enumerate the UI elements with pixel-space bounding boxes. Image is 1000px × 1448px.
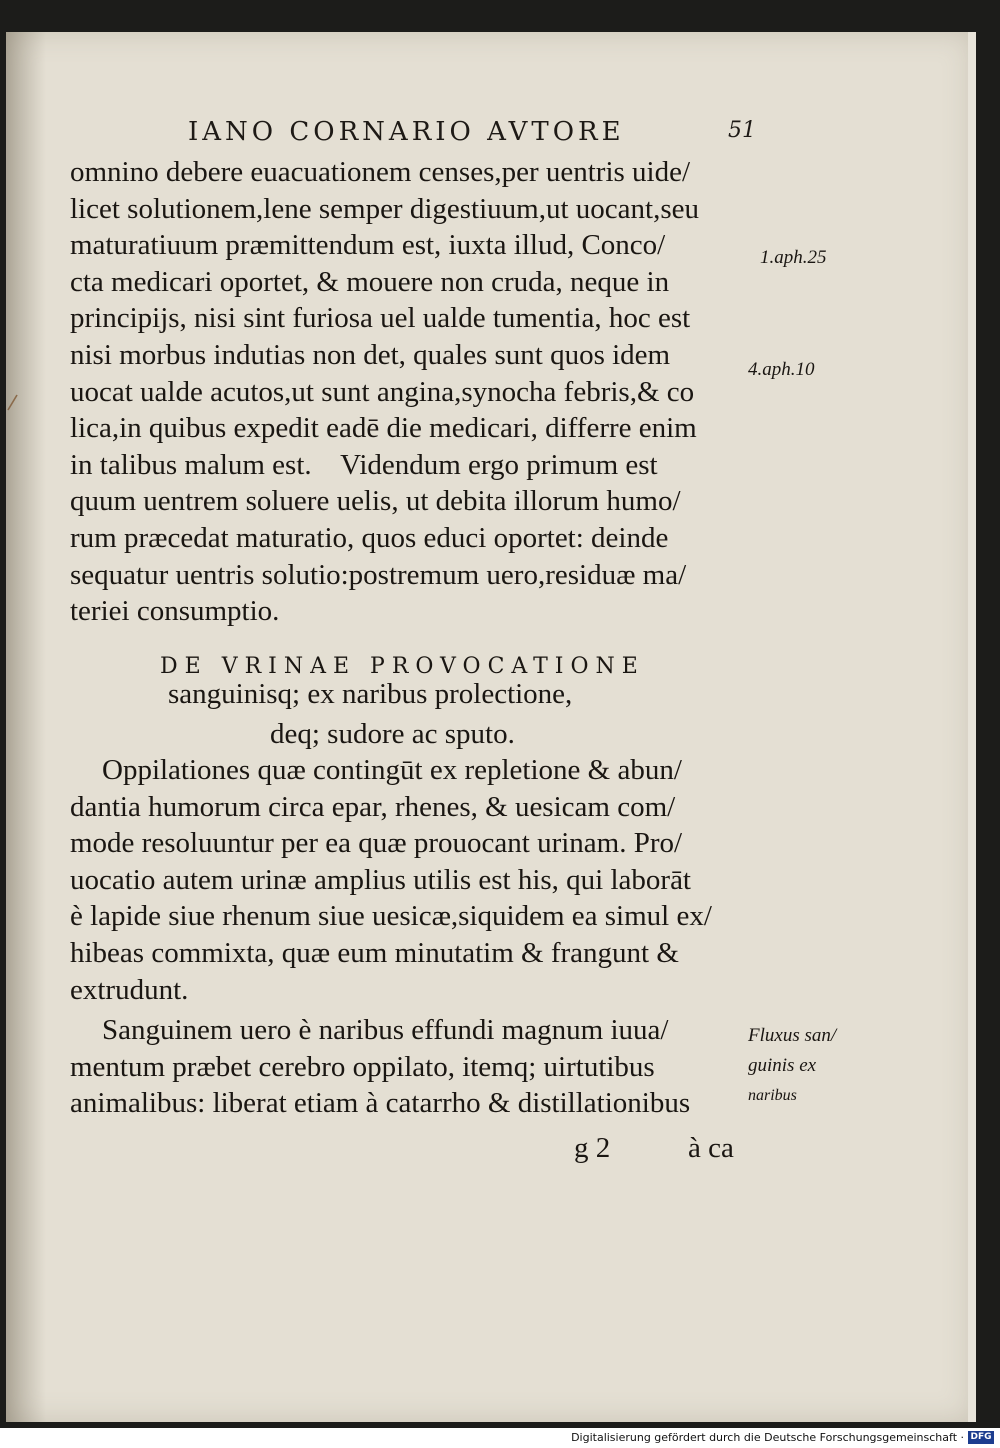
signature-mark: g 2 [574,1132,611,1164]
margin-note: Fluxus san/ [748,1025,837,1046]
footer-bar [0,1428,1000,1448]
text-line: maturatiuum præmittendum est, iuxta illud, Conco/ [70,229,666,262]
text-line: nisi morbus indutias non det, quales sunt quos idem [70,338,671,371]
text-line: omnino debere euacuationem censes,per uentris uide/ [70,156,691,188]
text-line: extrudunt. [70,973,189,1006]
text-line: animalibus: liberat etiam à catarrho & distillationibus [70,1087,691,1120]
section-subheading: sanguinisq; ex naribus prolectione, [168,678,573,710]
margin-note: 4.aph.10 [748,359,815,380]
text-line: uocatio autem urinæ amplius utilis est his, qui laborāt [70,863,691,896]
text-line: Sanguinem uero è naribus effundi magnum iuua/ [102,1014,669,1046]
text-line: rum præcedat maturatio, quos educi oportet: deinde [70,521,669,554]
text-line: hibeas commixta, quæ eum minutatim & frangunt & [70,936,679,969]
page-gutter-shadow [6,32,46,1422]
text-line: cta medicari oportet, & mouere non cruda, neque in [70,265,670,298]
text-line: mentum præbet cerebro oppilato, itemq; uirtutibus [70,1050,655,1083]
text-line: mode resoluuntur per ea quæ prouocant urinam. Pro/ [70,827,683,860]
text-line: principijs, nisi sint furiosa uel ualde tumentia, hoc est [70,302,691,335]
margin-note: 1.aph.25 [760,247,827,268]
section-heading: DE VRINAE PROVOCATIONE [160,654,645,679]
catchword: à ca [688,1132,734,1164]
paragraph-1 [70,154,760,630]
running-title: IANO CORNARIO AVTORE [188,117,625,147]
text-line: in talibus malum est. Videndum ergo primum est [70,448,658,481]
text-line: quum uentrem soluere uelis, ut debita illorum humo/ [70,485,681,518]
text-line: uocat ualde acutos,ut sunt angina,synocha febris,& co [70,375,695,408]
funding-credit: Digitalisierung gefördert durch die Deutsche Forschungsgemeinschaft · [571,1431,964,1444]
paragraph-3 [70,1012,760,1122]
text-line: sequatur uentris solutio:postremum uero,residuæ ma/ [70,558,687,591]
margin-note: naribus [748,1087,797,1104]
margin-note: guinis ex [748,1055,817,1076]
section-subheading: deq; sudore ac sputo. [270,718,515,750]
text-line: dantia humorum circa epar, rhenes, & uesicam com/ [70,790,676,823]
page-edge [968,32,976,1422]
text-line: licet solutionem,lene semper digestiuum,ut uocant,seu [70,192,699,225]
dfg-logo: DFG [968,1431,994,1444]
text-line: è lapide siue rhenum siue uesicæ,siquidem ea simul ex/ [70,900,712,933]
text-line: Oppilationes quæ contingūt ex repletione & abun/ [102,754,682,786]
text-line: lica,in quibus expedit eadē die medicari, differre enim [70,412,697,445]
folio-number: 51 [728,118,756,143]
paper-mark-icon [6,392,20,412]
paragraph-2 [70,752,760,1008]
text-line: teriei consumptio. [70,595,280,628]
